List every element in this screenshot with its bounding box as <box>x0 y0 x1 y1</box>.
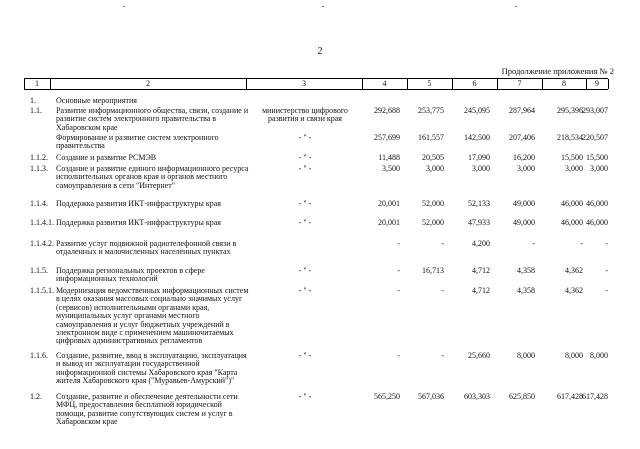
row-value: 4,358 <box>517 286 535 295</box>
row-value: 47,933 <box>468 218 490 227</box>
row-value: 617,428 <box>557 392 583 401</box>
header-col-3: 3 <box>302 79 306 88</box>
row-value: - <box>605 286 608 295</box>
header-col-6: 6 <box>472 79 477 88</box>
row-value: - <box>441 239 444 248</box>
row-value: 52,133 <box>468 199 490 208</box>
row-number: 1.1.4. <box>30 199 48 208</box>
row-value: 603,303 <box>464 392 490 401</box>
row-value: 253,775 <box>418 106 444 115</box>
row-value: - <box>397 239 400 248</box>
row-value: 565,250 <box>374 392 400 401</box>
row-value: 245,095 <box>464 106 490 115</box>
row-executor: - " - <box>298 392 312 401</box>
row-value: 3,000 <box>426 164 444 173</box>
row-value: 46,000 <box>561 218 583 227</box>
row-value: - <box>580 239 583 248</box>
row-value: 257,699 <box>374 133 400 142</box>
header-col-7: 7 <box>517 79 522 88</box>
row-value: 295,396 <box>557 106 583 115</box>
row-value: 293,007 <box>582 106 608 115</box>
row-title: Создание и развитие РСМЭВ <box>56 153 157 162</box>
row-value: 3,500 <box>382 164 400 173</box>
row-number: 1.1.5. <box>30 266 48 275</box>
row-number: 1.1.5.1. <box>30 286 54 295</box>
row-value: 207,406 <box>509 133 535 142</box>
row-value: 218,534 <box>557 133 583 142</box>
row-title: Основные мероприятия <box>56 96 137 105</box>
row-executor: - " - <box>298 164 312 173</box>
row-value: 617,428 <box>582 392 608 401</box>
row-value: 4,362 <box>565 266 583 275</box>
appendix-continuation-note: Продолжение приложения № 2 <box>501 66 614 76</box>
row-value: - <box>397 266 400 275</box>
row-executor: министерство цифрового развития и связи края <box>262 106 348 124</box>
row-title: Поддержка развития ИКТ-инфраструктуры края <box>56 199 221 208</box>
row-value: 3,000 <box>472 164 490 173</box>
header-col-5: 5 <box>427 79 432 88</box>
row-value: - <box>532 239 535 248</box>
row-value: 142,500 <box>464 133 490 142</box>
row-value: 20,001 <box>378 199 400 208</box>
row-title: Создание и развитие единого информационного ресурса исполнительных органов края и органов местного самоуправления в сети "Интернет" <box>56 164 249 190</box>
header-col-4: 4 <box>382 79 387 88</box>
row-title: Создание, развитие и обеспечение деятельности сети МФЦ, предоставления бесплатной юридической помощи, развитие сопутствующих систем и услуг в Хабаровском крае <box>56 392 238 427</box>
row-value: 20,505 <box>422 153 444 162</box>
row-value: 46,000 <box>561 199 583 208</box>
row-value: 4,712 <box>472 286 490 295</box>
row-title: Модернизация ведомственных информационных систем в целях оказания массовых социально значимых услуг (сервисов) исполнительными органами края, муниципальных услуг органами местного самоуправления и услуг бюджетных учреждений в электронном виде с применением машиночитаемых цифровых административных регламентов <box>56 286 249 346</box>
row-executor: - " - <box>298 266 312 275</box>
row-value: 220,507 <box>582 133 608 142</box>
row-value: 287,964 <box>509 106 535 115</box>
row-value: 15,500 <box>586 153 608 162</box>
row-number: 1.1.3. <box>30 164 48 173</box>
row-value: 16,200 <box>513 153 535 162</box>
row-number: 1.1.4.2. <box>30 239 54 248</box>
row-number: 1.1.4.1. <box>30 218 54 227</box>
row-number: 1.1. <box>30 106 42 115</box>
row-title: Развитие услуг подвижной радиотелефонной связи в отдаленных и малочисленных населенных пунктах <box>56 239 237 257</box>
row-value: 25,660 <box>468 351 490 360</box>
row-value: 8,000 <box>517 351 535 360</box>
row-value: 11,488 <box>378 153 400 162</box>
row-value: 52,000 <box>422 199 444 208</box>
row-value: 46,000 <box>586 218 608 227</box>
row-value: 8,000 <box>565 351 583 360</box>
row-executor: - " - <box>298 218 312 227</box>
row-value: 567,036 <box>418 392 444 401</box>
row-value: - <box>397 286 400 295</box>
row-title: Поддержка развития ИКТ-инфраструктуры края <box>56 218 221 227</box>
row-value: 16,713 <box>422 266 444 275</box>
row-number: 1.1.6. <box>30 351 48 360</box>
row-value: 3,000 <box>565 164 583 173</box>
row-value: 4,712 <box>472 266 490 275</box>
row-value: - <box>397 351 400 360</box>
row-value: 625,850 <box>509 392 535 401</box>
row-value: 17,090 <box>468 153 490 162</box>
row-value: 49,000 <box>513 199 535 208</box>
row-number: 1.1.2. <box>30 153 48 162</box>
row-title: Поддержка региональных проектов в сфере информационных технологий <box>56 266 205 284</box>
header-col-1: 1 <box>35 79 39 88</box>
row-value: 161,557 <box>418 133 444 142</box>
row-value: - <box>605 266 608 275</box>
row-value: 3,000 <box>590 164 608 173</box>
row-executor: - " - <box>298 351 312 360</box>
row-value: 49,000 <box>513 218 535 227</box>
row-executor: - " - <box>298 199 312 208</box>
row-title: Формирование и развитие систем электронного правительства <box>56 133 219 151</box>
row-value: 292,688 <box>374 106 400 115</box>
row-value: - <box>605 239 608 248</box>
row-executor: - " - <box>298 286 312 295</box>
row-value: - <box>441 286 444 295</box>
row-executor: - " - <box>298 133 312 142</box>
header-col-8: 8 <box>562 79 566 88</box>
row-title: Развитие информационного общества, связи, создание и развитие систем электронного правительства в Хабаровском крае <box>56 106 249 132</box>
row-value: 15,500 <box>561 153 583 162</box>
header-col-9: 9 <box>595 79 599 88</box>
header-col-2: 2 <box>146 79 150 88</box>
row-value: 8,000 <box>590 351 608 360</box>
row-number: 1. <box>30 96 36 105</box>
row-value: 20,001 <box>378 218 400 227</box>
row-title: Создание, развитие, ввод в эксплуатацию, эксплуатация и вывод из эксплуатации государственной информационной системы Хабаровского края "Карта жителя Хабаровского края ("Муравьев-Амурский")" <box>56 351 247 386</box>
row-number: 1.2. <box>30 392 42 401</box>
row-value: 4,358 <box>517 266 535 275</box>
row-value: - <box>441 351 444 360</box>
page-number: 2 <box>317 46 323 57</box>
row-value: 4,362 <box>565 286 583 295</box>
row-value: 3,000 <box>517 164 535 173</box>
row-value: 52,000 <box>422 218 444 227</box>
row-value: 46,000 <box>586 199 608 208</box>
row-value: 4,200 <box>472 239 490 248</box>
row-executor: - " - <box>298 153 312 162</box>
